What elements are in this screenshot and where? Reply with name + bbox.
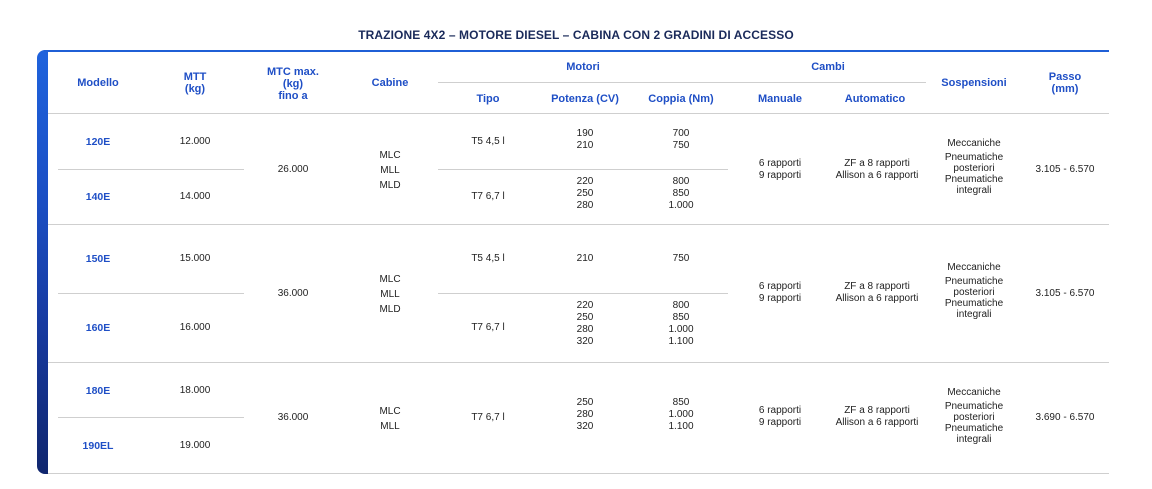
sospensione-value: integrali [956,185,992,196]
model-name: 190EL [82,440,114,452]
mtt-value: 18.000 [179,385,211,396]
sospensione-value: Meccaniche [947,387,1001,398]
potenza-value: 280 [576,324,594,335]
manuale-value: 6 rapporti [758,158,802,169]
coppia-value: 800 [672,300,690,311]
coppia-value: 750 [672,140,690,151]
coppia-value: 850 [672,312,690,323]
header-mtt-label: MTT [183,71,207,83]
cabine-list [350,148,430,193]
coppia-value: 750 [672,253,690,264]
cabin-type: MLC [379,406,401,417]
sospensioni-list [930,138,1018,196]
sospensione-value: posteriori [953,287,995,298]
potenza-value: 220 [576,176,594,187]
potenza-value: 250 [576,312,594,323]
engine-tipo: T7 6,7 l [471,191,505,202]
engine-tipo: T5 4,5 l [471,253,505,264]
mtc-value: 26.000 [277,164,309,175]
potenza-value: 190 [576,128,594,139]
automatico-value: ZF a 8 rapporti [844,281,910,292]
engine-coppia [636,128,726,152]
coppia-value: 850 [672,188,690,199]
engine-coppia [636,253,726,265]
sospensione-value: posteriori [953,412,995,423]
header-mtc-label: MTC max. [267,66,319,78]
coppia-value: 800 [672,176,690,187]
engine-coppia [636,397,726,433]
engine-tipo: T7 6,7 l [471,322,505,333]
sospensione-value: integrali [956,434,992,445]
automatico-value: Allison a 6 rapporti [835,417,919,428]
model-name: 160E [85,322,111,334]
mtt-value: 12.000 [179,136,211,147]
header-manuale: Manuale [757,93,802,105]
sospensione-value: Pneumatiche [944,423,1004,434]
potenza-value: 320 [576,336,594,347]
mtt-value: 14.000 [179,191,211,202]
sospensione-value: integrali [956,309,992,320]
header-tipo: Tipo [476,93,500,105]
header-modello: Modello [77,77,119,89]
engine-potenza [540,128,630,152]
motori-divider [438,82,728,83]
engine-divider [438,169,728,170]
cabin-type: MLL [380,289,400,300]
automatico-value: Allison a 6 rapporti [835,293,919,304]
passo-value: 3.690 - 6.570 [1035,412,1095,423]
cambio-automatico [825,158,929,182]
cambio-manuale [740,405,820,429]
manuale-value: 9 rapporti [758,417,802,428]
model-name: 150E [85,253,111,265]
sospensioni-list [930,387,1018,445]
sospensione-value: posteriori [953,163,995,174]
model-divider [58,417,244,418]
potenza-value: 210 [576,253,594,264]
engine-coppia [636,300,726,348]
cabin-type: MLC [379,150,401,161]
cabin-type: MLD [379,304,401,315]
header-motori: Motori [566,61,600,73]
sospensione-value: Pneumatiche [944,276,1004,287]
cambi-divider [728,82,926,83]
automatico-value: ZF a 8 rapporti [844,405,910,416]
mtc-value: 36.000 [277,412,309,423]
engine-potenza [540,253,630,265]
cabin-type: MLL [380,421,400,432]
cabin-type: MLC [379,274,401,285]
potenza-value: 250 [576,188,594,199]
coppia-value: 1.000 [668,324,694,335]
header-cabine: Cabine [371,77,409,89]
coppia-value: 1.000 [668,200,694,211]
automatico-value: Allison a 6 rapporti [835,170,919,181]
side-accent-bar [37,50,48,474]
engine-divider [438,293,728,294]
engine-potenza [540,397,630,433]
mtt-value: 16.000 [179,322,211,333]
mtc-value: 36.000 [277,288,309,299]
cambio-manuale [740,281,820,305]
header-mtc [243,66,343,102]
header-top-rule [44,50,1109,52]
header-mtc-unit: (kg) [282,78,304,90]
engine-tipo: T5 4,5 l [471,136,505,147]
header-potenza: Potenza (CV) [551,93,619,105]
manuale-value: 6 rapporti [758,405,802,416]
engine-potenza [540,176,630,212]
sospensione-value: Pneumatiche [944,152,1004,163]
automatico-value: ZF a 8 rapporti [844,158,910,169]
engine-tipo: T7 6,7 l [471,412,505,423]
table-bottom-rule [48,473,1109,474]
cambio-manuale [740,158,820,182]
header-passo-unit: (mm) [1051,83,1079,95]
manuale-value: 6 rapporti [758,281,802,292]
cabine-list [350,272,430,317]
model-name: 120E [85,136,111,148]
mtt-value: 15.000 [179,253,211,264]
header-mtc-sub: fino a [278,90,308,102]
sospensione-value: Pneumatiche [944,401,1004,412]
manuale-value: 9 rapporti [758,170,802,181]
mtt-value: 19.000 [179,440,211,451]
manuale-value: 9 rapporti [758,293,802,304]
group-separator [48,362,1109,363]
potenza-value: 320 [576,421,594,432]
potenza-value: 280 [576,409,594,420]
coppia-value: 700 [672,128,690,139]
group-separator [48,224,1109,225]
sospensione-value: Meccaniche [947,138,1001,149]
cabin-type: MLL [380,165,400,176]
header-passo [1025,71,1105,95]
coppia-value: 1.100 [668,421,694,432]
header-passo-label: Passo [1048,71,1082,83]
coppia-value: 1.100 [668,336,694,347]
potenza-value: 210 [576,140,594,151]
cabin-type: MLD [379,180,401,191]
passo-value: 3.105 - 6.570 [1035,164,1095,175]
header-bottom-rule [48,113,1109,114]
header-mtt [155,71,235,95]
model-divider [58,293,244,294]
potenza-value: 220 [576,300,594,311]
sospensione-value: Pneumatiche [944,174,1004,185]
coppia-value: 850 [672,397,690,408]
sospensione-value: Meccaniche [947,262,1001,273]
header-sospensioni: Sospensioni [941,77,1007,89]
coppia-value: 1.000 [668,409,694,420]
sospensioni-list [930,262,1018,320]
cambio-automatico [825,405,929,429]
header-mtt-unit: (kg) [184,83,206,95]
cabine-list [350,404,430,434]
engine-potenza [540,300,630,348]
page-title: TRAZIONE 4X2 – MOTORE DIESEL – CABINA CON 2 GRADINI DI ACCESSO [358,28,794,42]
potenza-value: 250 [576,397,594,408]
potenza-value: 280 [576,200,594,211]
model-divider [58,169,244,170]
header-automatico: Automatico [844,93,906,105]
model-name: 140E [85,191,111,203]
cambio-automatico [825,281,929,305]
header-coppia: Coppia (Nm) [648,93,714,105]
passo-value: 3.105 - 6.570 [1035,288,1095,299]
model-name: 180E [85,385,111,397]
header-cambi: Cambi [811,61,845,73]
engine-coppia [636,176,726,212]
sospensione-value: Pneumatiche [944,298,1004,309]
